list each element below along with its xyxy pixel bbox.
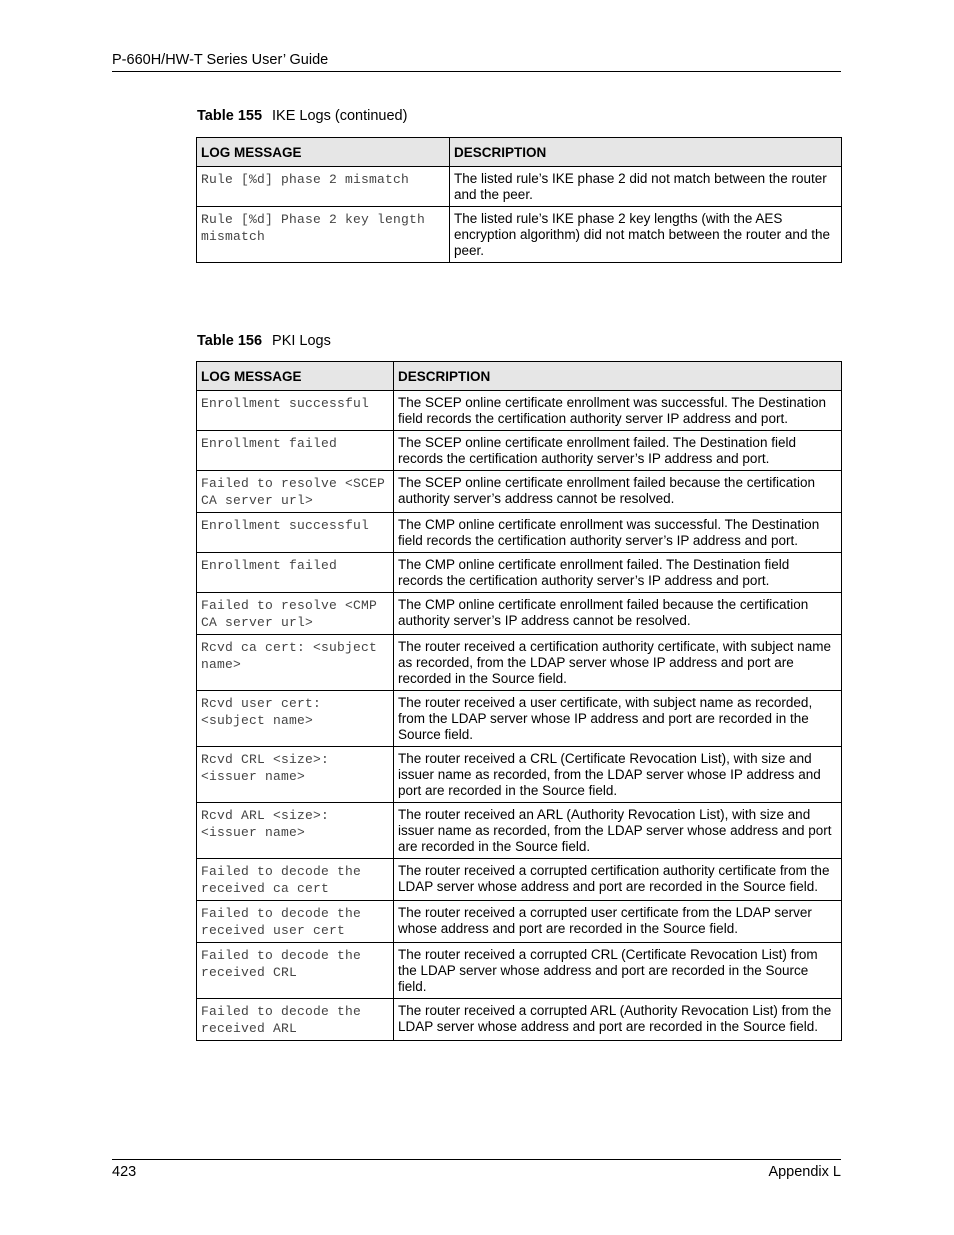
table-row	[197, 431, 842, 471]
log-description: The router received a corrupted user certificate from the LDAP server whose address and port are recorded in the Source field.	[394, 901, 842, 943]
table-156-title: PKI Logs	[272, 333, 331, 349]
log-message: Failed to decode the received ARL	[197, 999, 394, 1041]
table-row	[197, 513, 842, 553]
table-156-label: Table 156	[197, 333, 263, 349]
table-header-row	[197, 362, 842, 391]
table-155-caption	[197, 108, 407, 124]
log-message: Rcvd user cert: <subject name>	[197, 691, 394, 747]
log-message: Enrollment successful	[197, 391, 394, 431]
table-155-label: Table 155	[197, 108, 263, 124]
log-description: The router received a CRL (Certificate Revocation List), with size and issuer name as recorded, from the LDAP server whose IP address and port are recorded in the Source field.	[394, 747, 842, 803]
column-header-description: DESCRIPTION	[450, 138, 842, 167]
log-message: Rule [%d] phase 2 mismatch	[197, 167, 450, 207]
log-description: The router received a corrupted CRL (Certificate Revocation List) from the LDAP server whose address and port are recorded in the Source field.	[394, 943, 842, 999]
table-156-caption	[197, 333, 331, 349]
log-description: The router received a user certificate, with subject name as recorded, from the LDAP server whose IP address and port are recorded in the Source field.	[394, 691, 842, 747]
ike-logs-table	[196, 137, 842, 263]
document-title: P-660H/HW-T Series User’ Guide	[112, 52, 329, 68]
log-message: Rcvd CRL <size>: <issuer name>	[197, 747, 394, 803]
log-message: Enrollment failed	[197, 431, 394, 471]
log-message: Enrollment successful	[197, 513, 394, 553]
table-row	[197, 747, 842, 803]
table-row	[197, 167, 842, 207]
table-row	[197, 593, 842, 635]
log-message: Failed to decode the received CRL	[197, 943, 394, 999]
table-row	[197, 901, 842, 943]
log-message: Rule [%d] Phase 2 key length mismatch	[197, 207, 450, 263]
table-row	[197, 943, 842, 999]
log-description: The CMP online certificate enrollment was successful. The Destination field records the certification authority server’s IP address and port.	[394, 513, 842, 553]
log-description: The router received a corrupted certification authority certificate from the LDAP server whose address and port are recorded in the Source field.	[394, 859, 842, 901]
log-description: The SCEP online certificate enrollment failed because the certification authority server’s address cannot be resolved.	[394, 471, 842, 513]
log-message: Rcvd ARL <size>: <issuer name>	[197, 803, 394, 859]
page-footer	[112, 1159, 841, 1180]
pki-logs-table	[196, 361, 842, 1041]
section-name: Appendix L	[768, 1164, 841, 1180]
log-description: The CMP online certificate enrollment failed because the certification authority server’s IP address cannot be resolved.	[394, 593, 842, 635]
log-message: Failed to decode the received ca cert	[197, 859, 394, 901]
log-message: Failed to resolve <SCEP CA server url>	[197, 471, 394, 513]
log-description: The router received an ARL (Authority Revocation List), with size and issuer name as recorded, from the LDAP server whose address and port are recorded in the Source field.	[394, 803, 842, 859]
log-description: The router received a certification authority certificate, with subject name as recorded, from the LDAP server whose IP address and port are recorded in the Source field.	[394, 635, 842, 691]
column-header-log-message: LOG MESSAGE	[197, 362, 394, 391]
log-message: Failed to decode the received user cert	[197, 901, 394, 943]
table-row	[197, 635, 842, 691]
log-description: The CMP online certificate enrollment failed. The Destination field records the certification authority server’s IP address and port.	[394, 553, 842, 593]
table-row	[197, 471, 842, 513]
page-header	[112, 52, 841, 72]
table-row	[197, 391, 842, 431]
table-row	[197, 999, 842, 1041]
table-row	[197, 691, 842, 747]
table-row	[197, 553, 842, 593]
table-row	[197, 803, 842, 859]
log-description: The SCEP online certificate enrollment was successful. The Destination field records the certification authority server IP address and port.	[394, 391, 842, 431]
table-row	[197, 859, 842, 901]
log-message: Rcvd ca cert: <subject name>	[197, 635, 394, 691]
log-message: Failed to resolve <CMP CA server url>	[197, 593, 394, 635]
page-number: 423	[112, 1164, 137, 1180]
log-description: The listed rule’s IKE phase 2 key lengths (with the AES encryption algorithm) did not match between the router and the peer.	[450, 207, 842, 263]
column-header-log-message: LOG MESSAGE	[197, 138, 450, 167]
table-155-title: IKE Logs (continued)	[272, 108, 408, 124]
log-message: Enrollment failed	[197, 553, 394, 593]
log-description: The router received a corrupted ARL (Authority Revocation List) from the LDAP server whose address and port are recorded in the Source field.	[394, 999, 842, 1041]
log-description: The listed rule’s IKE phase 2 did not match between the router and the peer.	[450, 167, 842, 207]
log-description: The SCEP online certificate enrollment failed. The Destination field records the certification authority server’s IP address and port.	[394, 431, 842, 471]
table-header-row	[197, 138, 842, 167]
column-header-description: DESCRIPTION	[394, 362, 842, 391]
table-row	[197, 207, 842, 263]
